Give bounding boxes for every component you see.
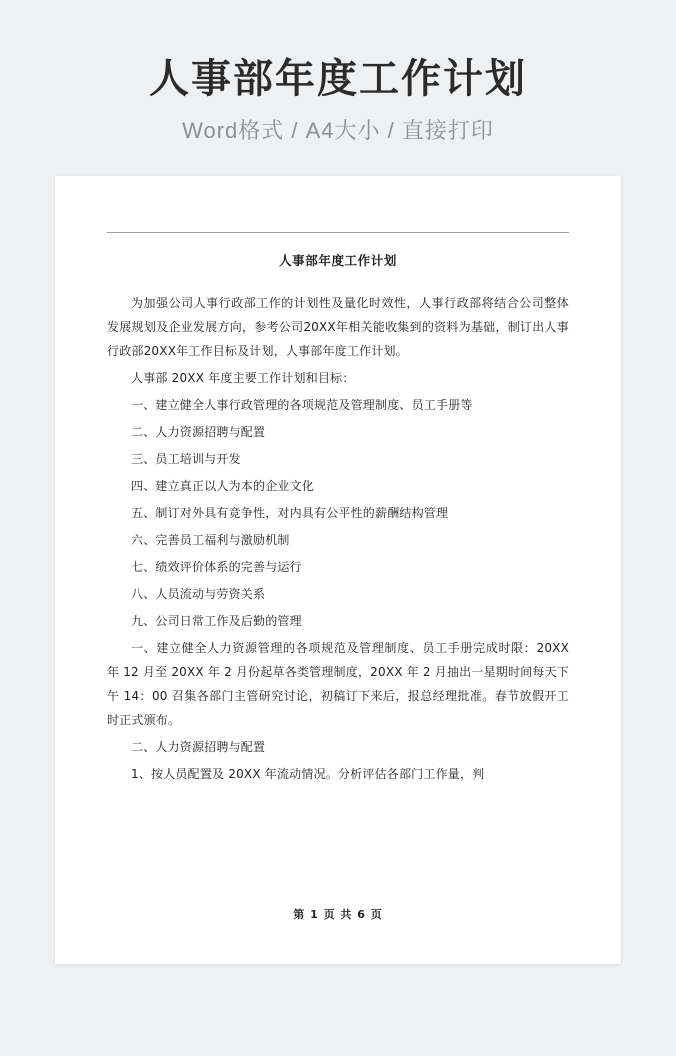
paragraph: 1、按人员配置及 20XX 年流动情况。分析评估各部门工作量，判 bbox=[131, 767, 485, 781]
paragraph: 九、公司日常工作及后勤的管理 bbox=[131, 614, 302, 628]
paragraph: 二、人力资源招聘与配置 bbox=[131, 425, 266, 439]
document-sheet bbox=[55, 176, 621, 964]
banner-title: 人事部年度工作计划 bbox=[149, 57, 527, 101]
paragraph: 一、建立健全人力资源管理的各项规范及管理制度、员工手册完成时限：20XX 年 12 月至 20XX 年 2 月份起草各类管理制度，20XX 年 2 月抽出一星期时间每天下午 14：00 召集各部门主管研究讨论，初稿订下来后，报总经理批准。春节放假开工时正式颁布。 bbox=[107, 641, 569, 727]
paragraph: 四、建立真正以人为本的企业文化 bbox=[131, 479, 315, 493]
paragraph: 一、建立健全人事行政管理的各项规范及管理制度、员工手册等 bbox=[131, 398, 473, 412]
paragraph: 为加强公司人事行政部工作的计划性及量化时效性，人事行政部将结合公司整体发展规划及企业发展方向，参考公司20XX年相关能收集到的资料为基础，制订出人事行政部20XX年工作目标及计划，人事部年度工作计划。 bbox=[107, 296, 569, 358]
paragraph: 五、制订对外具有竞争性，对内具有公平性的薪酬结构管理 bbox=[131, 506, 449, 520]
page-footer: 第 1 页 共 6 页 bbox=[293, 908, 383, 921]
paragraph: 人事部 20XX 年度主要工作计划和目标： bbox=[131, 371, 355, 385]
document-body bbox=[55, 176, 621, 964]
paragraph: 六、完善员工福利与激励机制 bbox=[131, 533, 290, 547]
paragraph: 八、人员流动与劳资关系 bbox=[131, 587, 266, 601]
header-divider bbox=[107, 232, 569, 233]
paragraph: 二、人力资源招聘与配置 bbox=[131, 740, 266, 754]
banner-subtitle: Word格式 / A4大小 / 直接打印 bbox=[182, 118, 494, 143]
document-title: 人事部年度工作计划 bbox=[279, 253, 397, 268]
banner bbox=[0, 0, 676, 145]
paragraph: 三、员工培训与开发 bbox=[131, 452, 241, 466]
paragraph: 七、绩效评价体系的完善与运行 bbox=[131, 560, 302, 574]
